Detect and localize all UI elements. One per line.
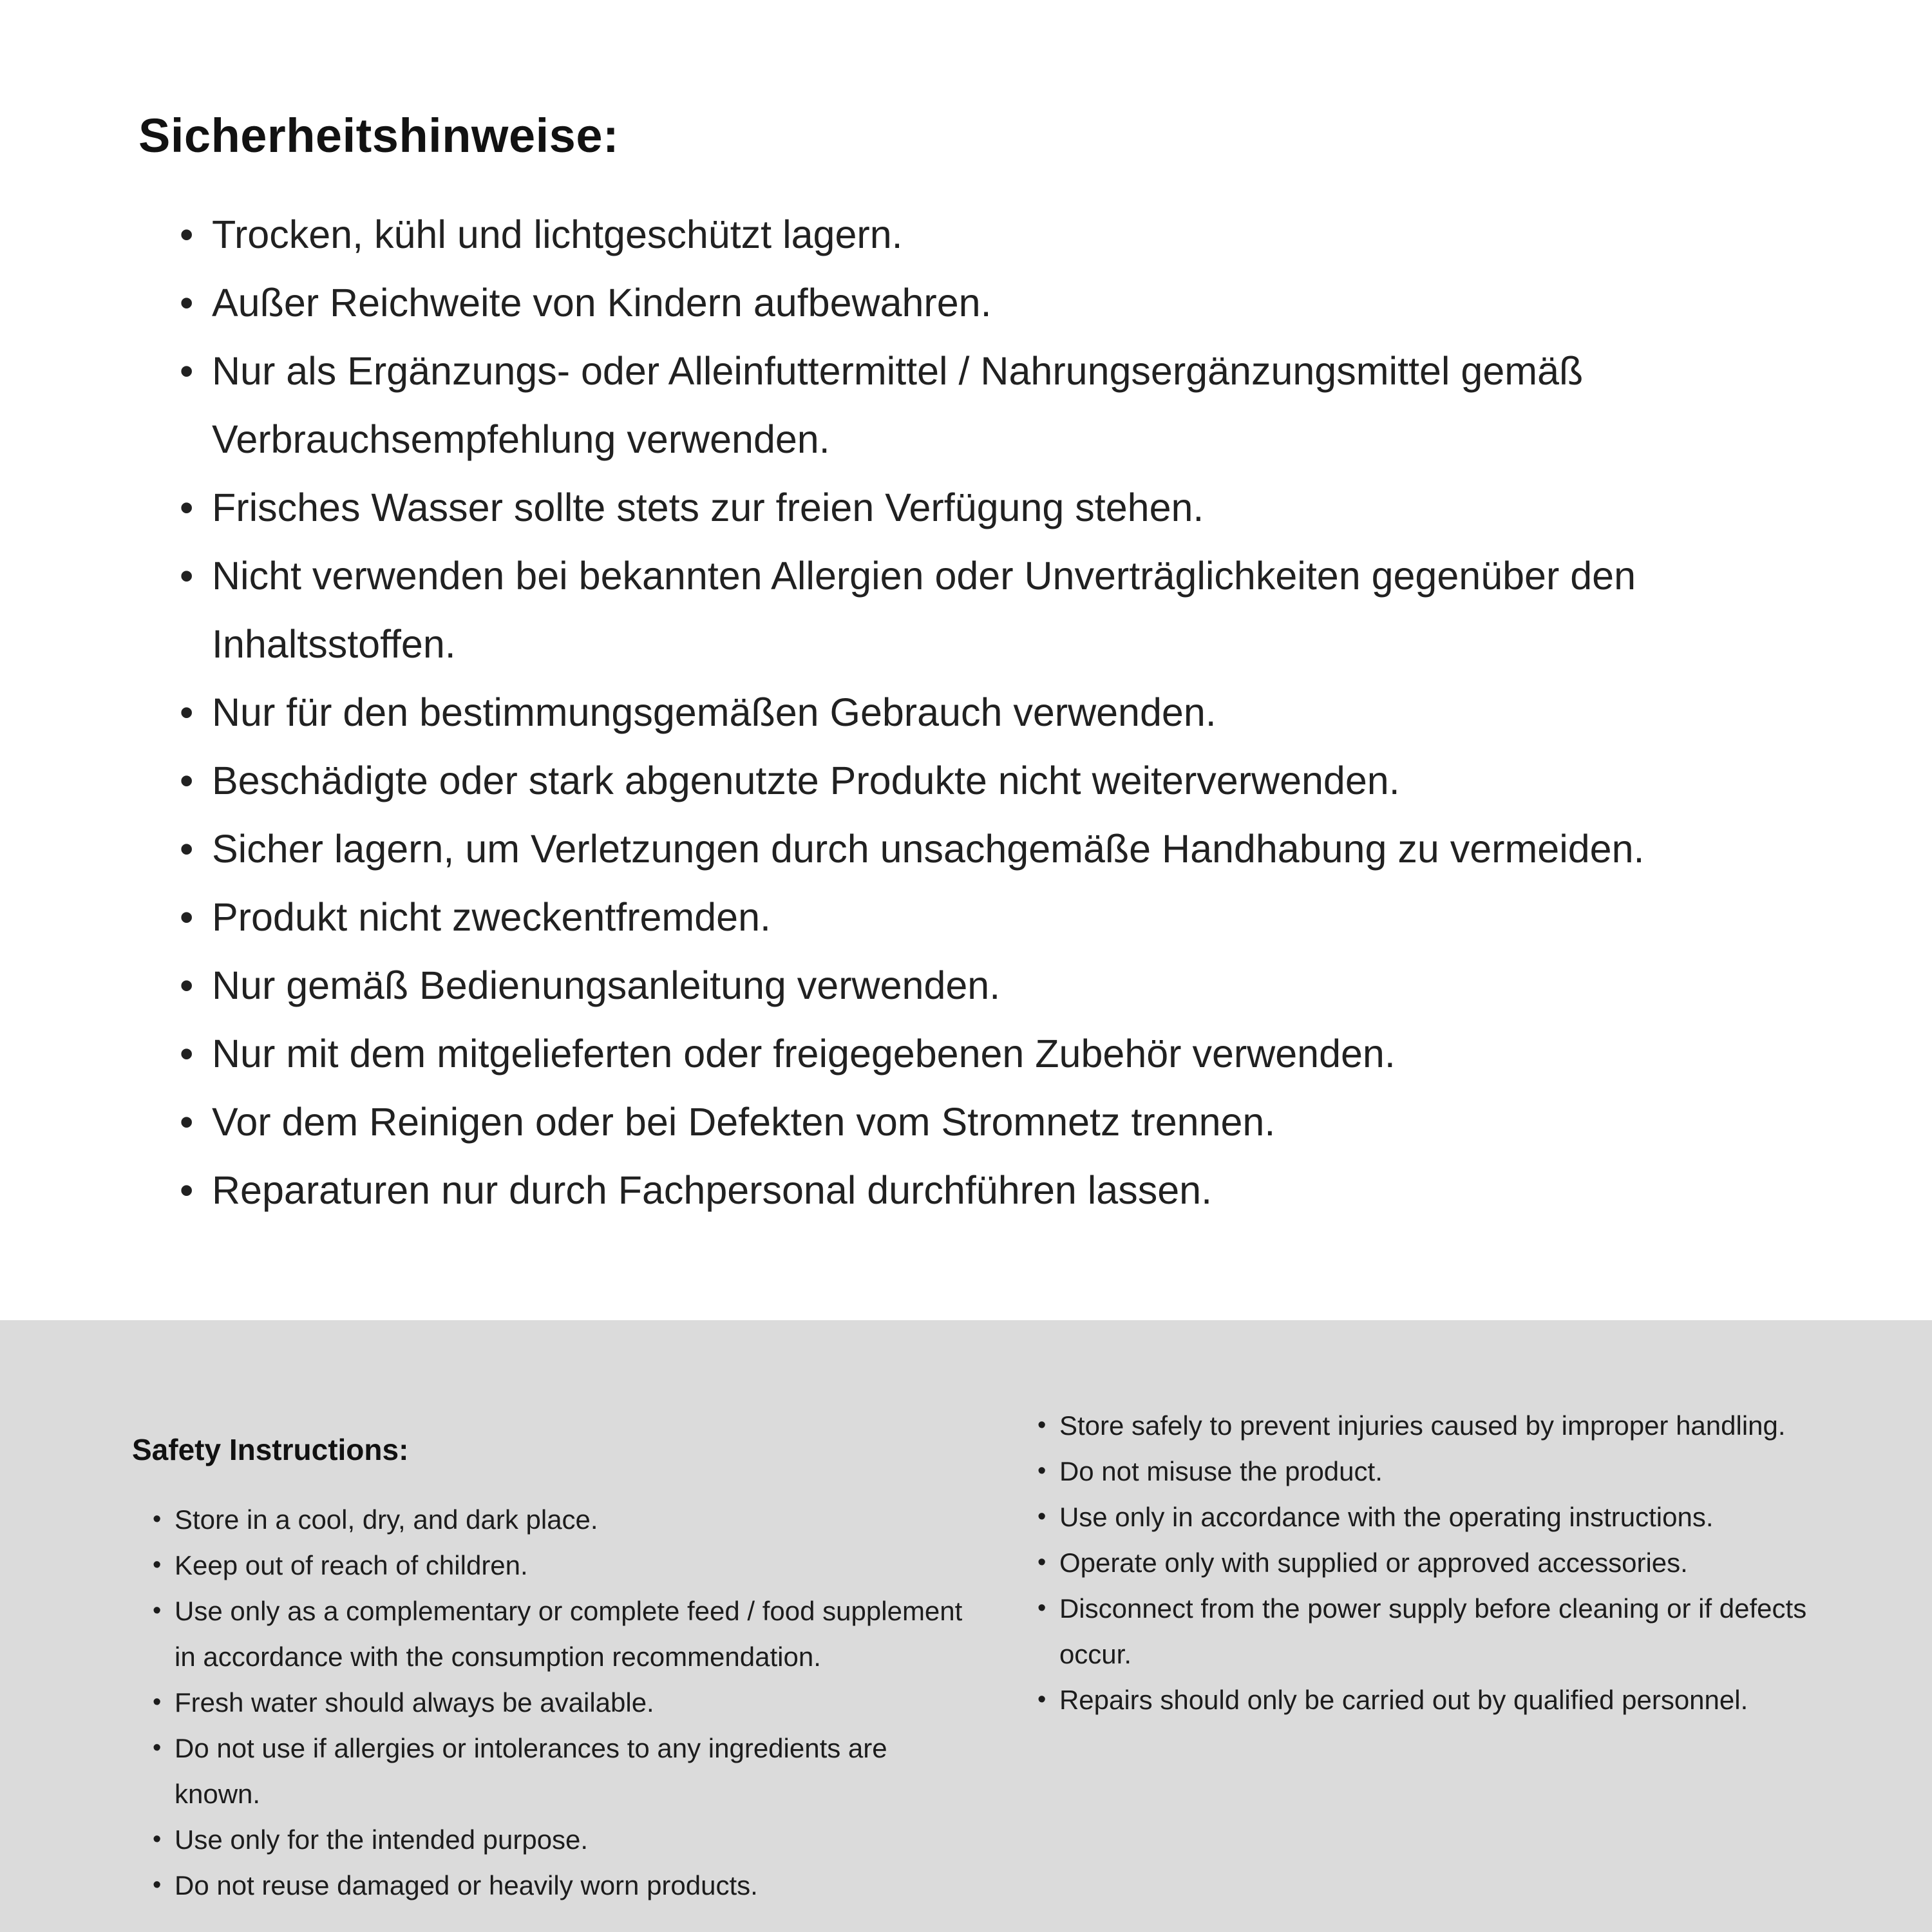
list-item: • Do not use if allergies or intolerances to any ingredients are known.	[150, 1725, 974, 1817]
list-item: • Nur als Ergänzungs- oder Alleinfuttermittel / Nahrungsergänzungsmittel gemäß Verbrauchsempfehlung verwenden.	[180, 337, 1815, 473]
list-item: • Operate only with supplied or approved accessories.	[1035, 1540, 1835, 1586]
list-item: • Use only for the intended purpose.	[150, 1817, 974, 1862]
list-item: • Nicht verwenden bei bekannten Allergien oder Unverträglichkeiten gegenüber den Inhaltsstoffen.	[180, 542, 1815, 678]
list-item: • Nur gemäß Bedienungsanleitung verwenden.	[180, 951, 1815, 1019]
list-item: • Sicher lagern, um Verletzungen durch unsachgemäße Handhabung zu vermeiden.	[180, 815, 1815, 883]
list-item: • Repairs should only be carried out by qualified personnel.	[1035, 1677, 1835, 1723]
list-item: • Produkt nicht zweckentfremden.	[180, 883, 1815, 951]
list-item: • Keep out of reach of children.	[150, 1542, 974, 1588]
list-item: • Außer Reichweite von Kindern aufbewahren.	[180, 269, 1815, 337]
english-columns	[132, 1403, 1835, 1908]
list-item: • Nur mit dem mitgelieferten oder freigegebenen Zubehör verwenden.	[180, 1019, 1815, 1088]
english-safety-list-left	[150, 1497, 974, 1908]
list-item: • Trocken, kühl und lichtgeschützt lagern.	[180, 200, 1815, 269]
list-item: • Nur für den bestimmungsgemäßen Gebrauch verwenden.	[180, 678, 1815, 746]
list-item: • Beschädigte oder stark abgenutzte Produkte nicht weiterverwenden.	[180, 746, 1815, 815]
list-item: • Frisches Wasser sollte stets zur freien Verfügung stehen.	[180, 473, 1815, 542]
list-item: • Do not misuse the product.	[1035, 1448, 1835, 1494]
english-safety-section	[0, 1320, 1932, 1932]
list-item: • Do not reuse damaged or heavily worn products.	[150, 1862, 974, 1908]
german-safety-list	[180, 200, 1815, 1224]
list-item: • Fresh water should always be available.	[150, 1680, 974, 1725]
english-left-column	[132, 1403, 974, 1908]
german-section-title: Sicherheitshinweise:	[138, 108, 620, 162]
list-item: • Store in a cool, dry, and dark place.	[150, 1497, 974, 1542]
list-item: • Use only as a complementary or complete feed / food supplement in accordance with the consumption recommendation.	[150, 1588, 974, 1680]
list-item: • Reparaturen nur durch Fachpersonal durchführen lassen.	[180, 1156, 1815, 1224]
list-item: • Vor dem Reinigen oder bei Defekten vom Stromnetz trennen.	[180, 1088, 1815, 1156]
list-item: • Disconnect from the power supply before cleaning or if defects occur.	[1035, 1586, 1835, 1677]
english-section-title: Safety Instructions:	[132, 1433, 409, 1467]
list-item: • Store safely to prevent injuries caused by improper handling.	[1035, 1403, 1835, 1448]
english-safety-list-right	[1035, 1403, 1835, 1723]
list-item: • Use only in accordance with the operating instructions.	[1035, 1494, 1835, 1540]
english-right-column	[1035, 1403, 1835, 1723]
